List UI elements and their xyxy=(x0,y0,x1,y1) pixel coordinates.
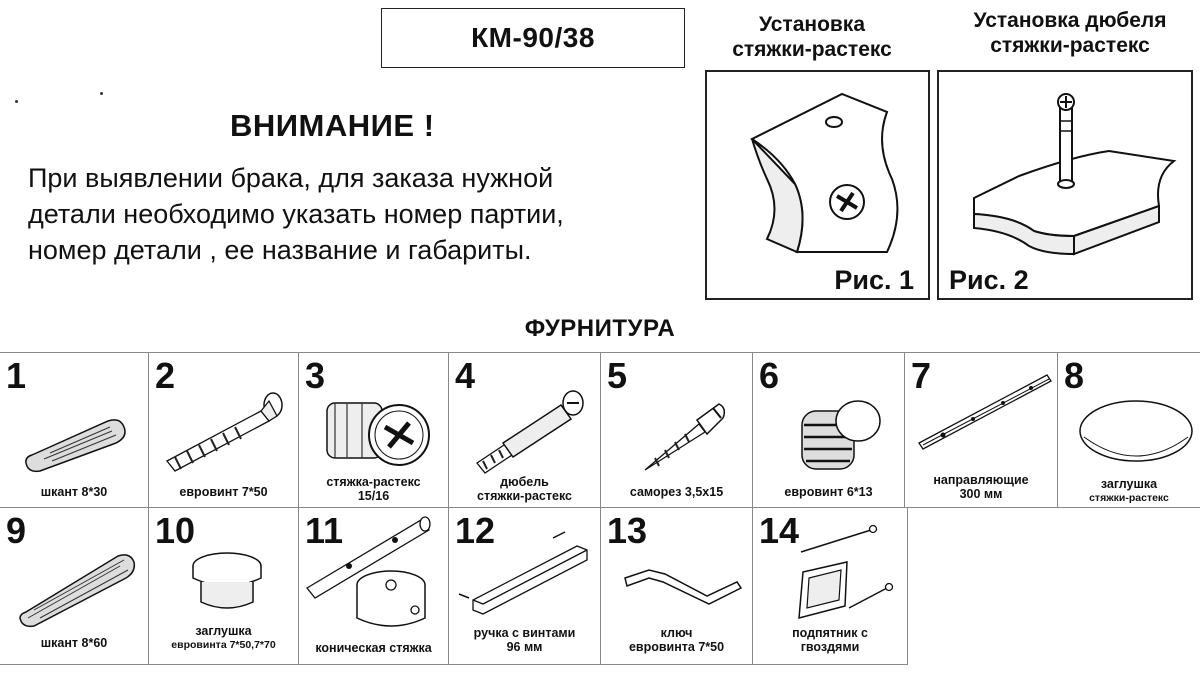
item-number: 14 xyxy=(759,510,800,551)
item-label-line1: заглушка xyxy=(195,624,252,638)
item-label xyxy=(601,626,752,654)
figure-1-title-line1: Установка xyxy=(759,13,865,36)
speck xyxy=(15,100,18,103)
item-label-line2: евровинта 7*50 xyxy=(628,640,725,654)
hardware-item-1 xyxy=(0,352,149,508)
item-number: 13 xyxy=(607,510,648,551)
item-label-line2: 96 мм xyxy=(506,640,543,654)
hardware-item-7 xyxy=(905,352,1058,508)
item-number: 12 xyxy=(455,510,496,551)
item-label: евровинт 7*50 xyxy=(179,485,268,499)
notice-line-2: детали необходимо указать номер партии, xyxy=(28,199,564,229)
conical-tie-icon xyxy=(303,510,445,635)
speck xyxy=(100,92,103,95)
item-label-line2: 300 мм xyxy=(959,487,1003,501)
cam-lock-installation-diagram xyxy=(737,84,907,264)
item-label xyxy=(149,624,298,652)
hardware-item-4 xyxy=(449,352,601,508)
item-label-line2: стяжки-растекс xyxy=(1089,492,1169,504)
item-label-line2: 15/16 xyxy=(357,489,390,503)
item-label xyxy=(299,475,448,503)
hardware-item-13 xyxy=(601,508,753,665)
dowel-icon xyxy=(20,413,130,473)
item-number: 5 xyxy=(607,355,628,396)
item-number: 7 xyxy=(911,355,932,396)
hex-key-icon xyxy=(619,562,744,612)
cam-dowel-installation-diagram xyxy=(964,86,1179,256)
item-label-line1: заглушка xyxy=(1100,477,1158,491)
figure-2-caption: Рис. 2 xyxy=(949,265,1029,295)
item-label: шкант 8*30 xyxy=(40,485,108,499)
item-number: 4 xyxy=(455,355,476,396)
item-label: саморез 3,5х15 xyxy=(629,485,724,499)
item-label-line2: евровинта 7*50,7*70 xyxy=(171,639,276,651)
item-label-line2: стяжки-растекс xyxy=(477,489,572,503)
figure-2-title-line2: стяжки-растекс xyxy=(990,34,1150,57)
notice-line-1: При выявлении брака, для заказа нужной xyxy=(28,163,554,193)
drawer-rail-icon xyxy=(913,371,1053,451)
item-label: шкант 8*60 xyxy=(40,636,108,650)
figure-1-title-line2: стяжки-растекс xyxy=(732,38,892,61)
figure-2-frame xyxy=(937,70,1193,300)
cam-dowel-icon xyxy=(469,385,589,475)
notice-line-3: номер детали , ее название и габариты. xyxy=(28,235,532,265)
cap-disc-icon xyxy=(1076,397,1196,467)
figure-1-frame xyxy=(705,70,930,300)
item-number: 11 xyxy=(305,510,344,551)
attention-heading: ВНИМАНИЕ ! xyxy=(230,108,435,143)
hardware-item-12 xyxy=(449,508,601,665)
handle-icon xyxy=(457,528,597,623)
item-label-line1: ручка с винтами xyxy=(473,626,576,640)
hardware-item-6 xyxy=(753,352,905,508)
hardware-title: ФУРНИТУРА xyxy=(524,315,676,342)
item-number: 2 xyxy=(155,355,176,396)
screw-cap-icon xyxy=(187,548,267,618)
euroscrew-icon xyxy=(161,391,291,476)
item-label-line1: подпятник с xyxy=(792,626,868,640)
wood-screw-icon xyxy=(641,398,731,478)
short-euroscrew-icon xyxy=(788,391,888,476)
figure-1-title xyxy=(712,12,912,62)
item-label-line1: направляющие xyxy=(933,473,1029,487)
item-label-line1: ключ xyxy=(660,626,693,640)
hardware-item-9 xyxy=(0,508,149,665)
hardware-item-8 xyxy=(1058,352,1200,508)
long-dowel-icon xyxy=(14,548,139,628)
item-label-line1: стяжка-растекс xyxy=(326,475,421,489)
model-code-box xyxy=(381,8,685,68)
cam-lock-icon xyxy=(317,383,437,473)
hardware-item-11 xyxy=(299,508,449,665)
item-label: евровинт 6*13 xyxy=(784,485,873,499)
item-number: 3 xyxy=(305,355,326,396)
item-number: 6 xyxy=(759,355,780,396)
figure-1-caption: Рис. 1 xyxy=(834,265,914,295)
item-label xyxy=(449,626,600,654)
item-number: 8 xyxy=(1064,355,1085,396)
glide-with-nails-icon xyxy=(787,522,897,622)
item-number: 1 xyxy=(6,355,27,396)
hardware-item-2 xyxy=(149,352,299,508)
item-label: коническая стяжка xyxy=(315,641,432,655)
item-label-line1: дюбель xyxy=(500,475,549,489)
hardware-item-14 xyxy=(753,508,908,665)
model-code: КМ-90/38 xyxy=(471,22,595,53)
figure-2-title xyxy=(940,8,1200,58)
figure-2-title-line1: Установка дюбеля xyxy=(973,9,1167,32)
item-label xyxy=(905,473,1057,501)
item-label xyxy=(753,626,907,654)
item-label xyxy=(449,475,600,503)
item-label xyxy=(1058,477,1200,505)
item-label-line2: гвоздями xyxy=(800,640,860,654)
hardware-item-5 xyxy=(601,352,753,508)
item-number: 10 xyxy=(155,510,196,551)
item-number: 9 xyxy=(6,510,27,551)
hardware-item-10 xyxy=(149,508,299,665)
hardware-item-3 xyxy=(299,352,449,508)
